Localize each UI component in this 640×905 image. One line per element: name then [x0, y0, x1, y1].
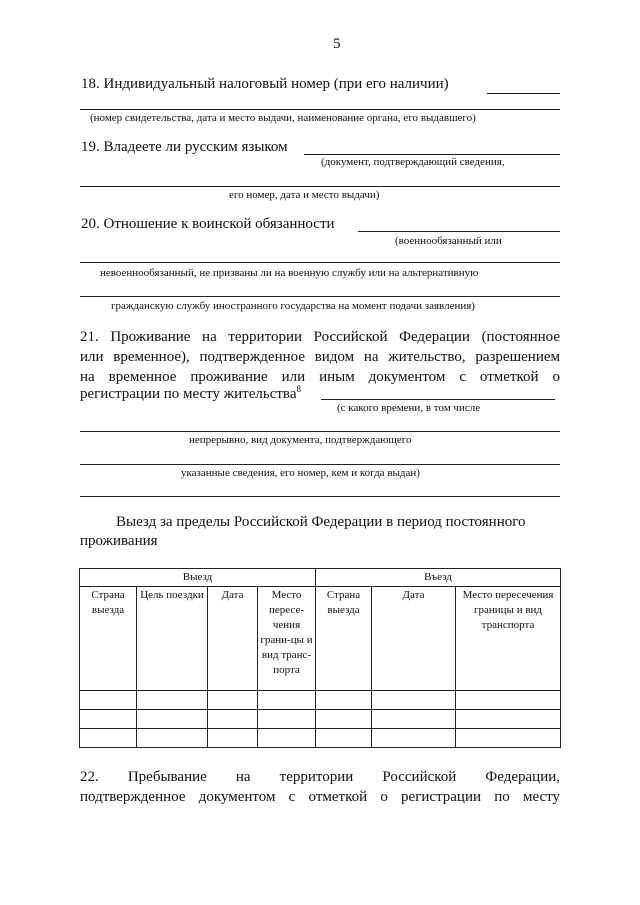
table-cell[interactable]: [372, 691, 456, 710]
table-cell[interactable]: [258, 729, 316, 748]
header-crossing-entry: Место пересечения границы и вид транспорта: [456, 587, 561, 691]
item20-note2: невоеннообязанный, не призваны ли на военную службу или на альтернативную: [100, 267, 479, 279]
item21-note3: указанные сведения, его номер, кем и когда выдан): [181, 467, 420, 479]
table-cell[interactable]: [208, 691, 258, 710]
table-group-header-row: [80, 569, 561, 587]
header-crossing-exit: Место пересе-чения грани-цы и вид транс-порта: [258, 587, 316, 691]
table-cell[interactable]: [456, 691, 561, 710]
table-row: [80, 729, 561, 748]
table-cell[interactable]: [258, 710, 316, 729]
item21-note2: непрерывно, вид документа, подтверждающего: [189, 434, 412, 446]
item21-line1: 21. Проживание на территории Российской Федерации (постоянное: [80, 329, 560, 345]
table-cell[interactable]: [456, 729, 561, 748]
table-cell[interactable]: [137, 691, 208, 710]
item21-blank-short[interactable]: [321, 399, 555, 400]
item21-note1: (с какого времени, в том числе: [337, 402, 481, 414]
travel-heading-line2: проживания: [80, 533, 158, 549]
item21-blank-line-3[interactable]: [80, 496, 560, 497]
item20-blank-short[interactable]: [358, 231, 560, 232]
table-cell[interactable]: [456, 710, 561, 729]
header-purpose: Цель поездки: [137, 587, 208, 691]
header-country-exit: Страна выезда: [80, 587, 137, 691]
item22-line1: 22. Пребывание на территории Российской Федерации,: [80, 769, 560, 785]
item18-note: (номер свидетельства, дата и место выдачи, наименование органа, его выдавшего): [90, 112, 476, 124]
travel-table: [79, 568, 561, 748]
table-cell[interactable]: [208, 729, 258, 748]
table-cell[interactable]: [316, 729, 372, 748]
table-cell[interactable]: [137, 729, 208, 748]
item20-note1: (военнообязанный или: [395, 235, 502, 247]
header-exit-group: Выезд: [80, 569, 316, 587]
item19-note2: его номер, дата и место выдачи): [229, 189, 380, 201]
item21-blank-line-1[interactable]: [80, 431, 560, 432]
item21-line4: регистрации по месту жительства$^8$: [80, 384, 301, 402]
item21-blank-line-2[interactable]: [80, 464, 560, 465]
table-cell[interactable]: [80, 691, 137, 710]
item21-line2: или временное), подтвержденное видом на жительство, разрешением: [80, 349, 560, 365]
item20-note3: гражданскую службу иностранного государства на момент подачи заявления): [111, 300, 475, 312]
table-cell[interactable]: [137, 710, 208, 729]
header-country-entry: Страна выезда: [316, 587, 372, 691]
item20-blank-line-2[interactable]: [80, 296, 560, 297]
item18-label: 18. Индивидуальный налоговый номер (при его наличии): [81, 76, 449, 92]
item19-label: 19. Владеете ли русским языком: [81, 139, 288, 155]
table-cell[interactable]: [258, 691, 316, 710]
item22-line2: подтвержденное документом с отметкой о регистрации по месту: [80, 789, 560, 805]
item18-blank-short[interactable]: [487, 93, 560, 94]
table-cell[interactable]: [316, 691, 372, 710]
header-date-entry: Дата: [372, 587, 456, 691]
item20-blank-line-1[interactable]: [80, 262, 560, 263]
item19-blank-line[interactable]: [80, 186, 560, 187]
header-entry-group: Въезд: [316, 569, 561, 587]
item19-blank-short[interactable]: [304, 154, 560, 155]
item21-line3: на временное проживание или иным документом с отметкой о: [80, 369, 560, 385]
table-cell[interactable]: [372, 710, 456, 729]
item21-footnote-ref: 8: [296, 384, 301, 394]
table-cell[interactable]: [372, 729, 456, 748]
table-cell[interactable]: [80, 710, 137, 729]
table-cell[interactable]: [316, 710, 372, 729]
item19-note1: (документ, подтверждающий сведения,: [321, 156, 505, 168]
table-row: [80, 710, 561, 729]
table-cell[interactable]: [208, 710, 258, 729]
item18-blank-line[interactable]: [80, 109, 560, 110]
table-row: [80, 691, 561, 710]
table-column-header-row: [80, 587, 561, 691]
page-number: 5: [333, 36, 341, 52]
item20-label: 20. Отношение к воинской обязанности: [81, 216, 335, 232]
travel-heading-line1: Выезд за пределы Российской Федерации в период постоянного: [116, 514, 526, 530]
header-date-exit: Дата: [208, 587, 258, 691]
table-cell[interactable]: [80, 729, 137, 748]
